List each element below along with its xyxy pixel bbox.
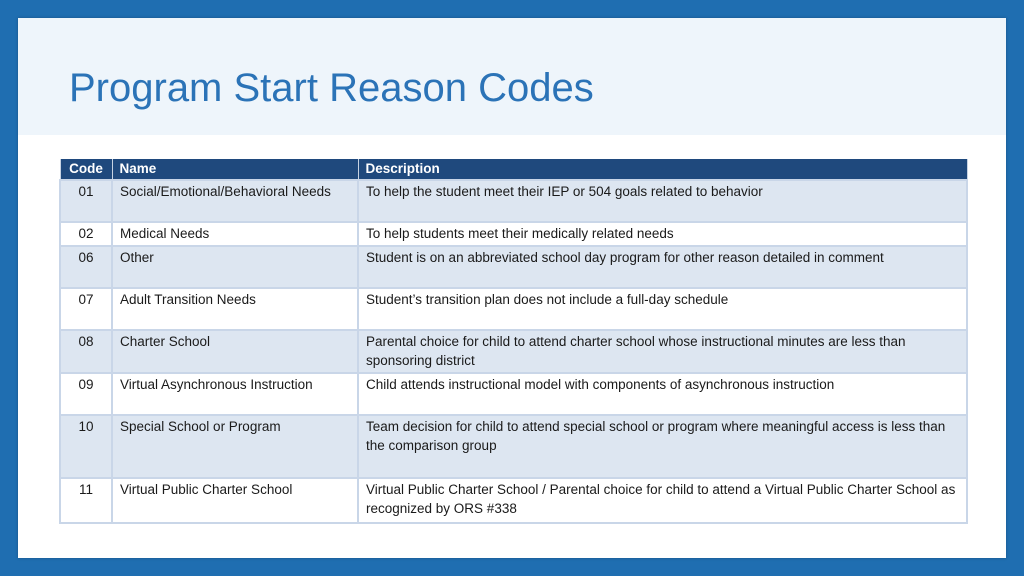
row-code: 06 <box>60 246 112 288</box>
column-header-code: Code <box>60 159 112 180</box>
row-description: To help students meet their medically related needs <box>358 222 967 246</box>
row-name: Medical Needs <box>112 222 358 246</box>
row-name: Social/Emotional/Behavioral Needs <box>112 180 358 222</box>
row-code: 11 <box>60 478 112 523</box>
row-code: 10 <box>60 415 112 478</box>
row-code: 07 <box>60 288 112 330</box>
row-name: Other <box>112 246 358 288</box>
row-name: Virtual Asynchronous Instruction <box>112 373 358 415</box>
row-description: Child attends instructional model with components of asynchronous instruction <box>358 373 967 415</box>
table-row <box>60 415 967 478</box>
table-row <box>60 246 967 288</box>
row-code: 01 <box>60 180 112 222</box>
row-name: Virtual Public Charter School <box>112 478 358 523</box>
column-header-name: Name <box>112 159 358 180</box>
row-code: 02 <box>60 222 112 246</box>
slide-title: Program Start Reason Codes <box>69 66 594 110</box>
table-header-row <box>60 159 967 180</box>
table-row <box>60 373 967 415</box>
row-description: Parental choice for child to attend charter school whose instructional minutes are less than sponsoring district <box>358 330 967 373</box>
row-description: Student is on an abbreviated school day program for other reason detailed in comment <box>358 246 967 288</box>
reason-codes-table <box>59 159 968 524</box>
row-description: To help the student meet their IEP or 504 goals related to behavior <box>358 180 967 222</box>
row-description: Virtual Public Charter School / Parental choice for child to attend a Virtual Public Charter School as recognized by ORS #338 <box>358 478 967 523</box>
table-row <box>60 222 967 246</box>
row-name: Adult Transition Needs <box>112 288 358 330</box>
row-code: 09 <box>60 373 112 415</box>
column-header-description: Description <box>358 159 967 180</box>
table-row <box>60 478 967 523</box>
row-name: Charter School <box>112 330 358 373</box>
slide <box>18 18 1006 558</box>
row-code: 08 <box>60 330 112 373</box>
row-description: Team decision for child to attend special school or program where meaningful access is less than the comparison group <box>358 415 967 478</box>
table-row <box>60 288 967 330</box>
table-row <box>60 180 967 222</box>
table-row <box>60 330 967 373</box>
row-name: Special School or Program <box>112 415 358 478</box>
row-description: Student’s transition plan does not include a full-day schedule <box>358 288 967 330</box>
